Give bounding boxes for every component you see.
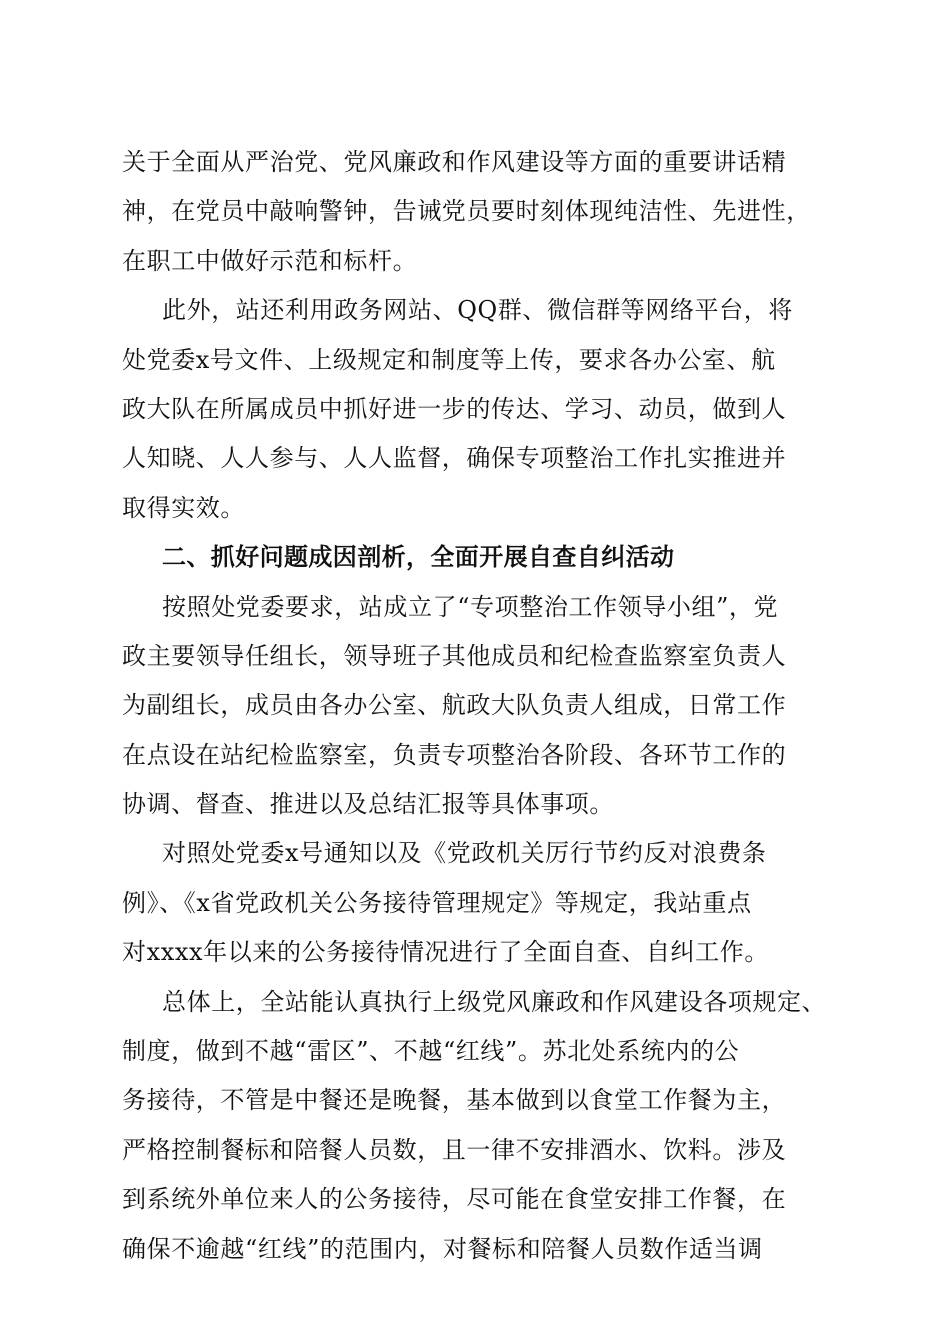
paragraph-line: 处党委x号文件、上级规定和制度等上传，要求各办公室、航 — [122, 345, 776, 374]
paragraph-line: 制度，做到不越“雷区”、不越“红线”。苏北处系统内的公 — [122, 1037, 740, 1066]
paragraph-line: 按照处党委要求，站成立了“专项整治工作领导小组”，党 — [162, 592, 779, 621]
paragraph-line: 在职工中做好示范和标杆。 — [122, 246, 418, 275]
paragraph-line: 为副组长，成员由各办公室、航政大队负责人组成，日常工作 — [122, 691, 787, 720]
paragraph-line: 总体上，全站能认真执行上级党风廉政和作风建设各项规定、 — [162, 987, 827, 1016]
paragraph-line: 协调、督查、推进以及总结汇报等具体事项。 — [122, 790, 614, 819]
paragraph-line: 在点设在站纪检监察室，负责专项整治各阶段、各环节工作的 — [122, 740, 787, 769]
paragraph-line: 严格控制餐标和陪餐人员数，且一律不安排酒水、饮料。涉及 — [122, 1135, 787, 1164]
paragraph-line: 对照处党委x号通知以及《党政机关厉行节约反对浪费条 — [162, 839, 767, 868]
paragraph-line: 此外，站还利用政务网站、QQ群、微信群等网络平台，将 — [162, 296, 793, 325]
paragraph-line: 政大队在所属成员中抓好进一步的传达、学习、动员，做到人 — [122, 394, 787, 423]
section-heading: 二、抓好问题成因剖析，全面开展自查自纠活动 — [162, 543, 675, 572]
paragraph-line: 例》、《x省党政机关公务接待管理规定》等规定，我站重点 — [122, 888, 752, 917]
paragraph-line: 神，在党员中敲响警钟，告诫党员要时刻体现纯洁性、先进性， — [122, 197, 811, 226]
paragraph-line: 人知晓、人人参与、人人监督，确保专项整治工作扎实推进并 — [122, 444, 787, 473]
paragraph-line: 政主要领导任组长，领导班子其他成员和纪检查监察室负责人 — [122, 641, 787, 670]
paragraph-line: 到系统外单位来人的公务接待，尽可能在食堂安排工作餐，在 — [122, 1185, 787, 1214]
paragraph-line: 对xxxx年以来的公务接待情况进行了全面自查、自纠工作。 — [122, 938, 769, 967]
document-body — [122, 138, 828, 1274]
paragraph-line: 关于全面从严治党、党风廉政和作风建设等方面的重要讲话精 — [122, 148, 787, 176]
paragraph-line: 务接待，不管是中餐还是晚餐，基本做到以食堂工作餐为主， — [122, 1086, 787, 1115]
paragraph-line: 确保不逾越“红线”的范围内，对餐标和陪餐人员数作适当调 — [122, 1234, 763, 1263]
paragraph-line: 取得实效。 — [122, 493, 245, 522]
